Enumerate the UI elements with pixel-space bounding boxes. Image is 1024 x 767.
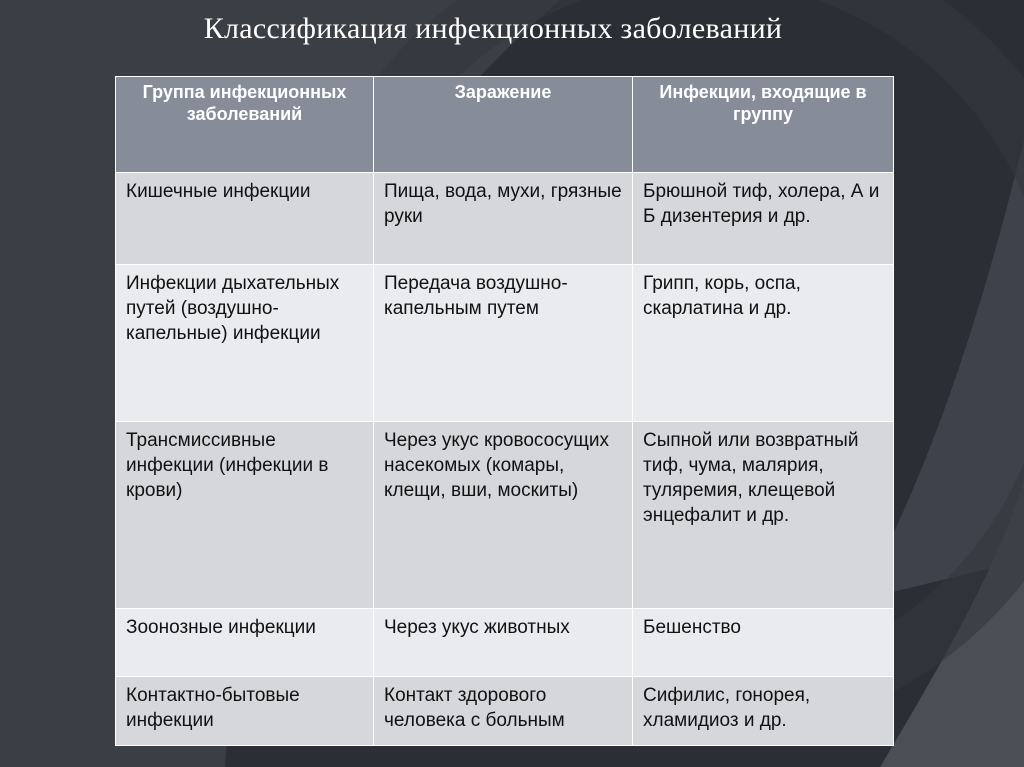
table-cell-transmission: Контакт здорового человека с больным — [374, 677, 633, 746]
column-header-infections: Инфекции, входящие в группу — [633, 77, 894, 173]
table-row — [116, 422, 894, 609]
table-cell-transmission: Через укус животных — [374, 609, 633, 677]
table-cell-group: Трансмиссивные инфекции (инфекции в крови) — [116, 422, 374, 609]
table-cell-infections: Брюшной тиф, холера, А и Б дизентерия и др. — [633, 173, 894, 265]
table-cell-transmission: Пища, вода, мухи, грязные руки — [374, 173, 633, 265]
table-cell-group: Инфекции дыхательных путей (воздушно-капельные) инфекции — [116, 265, 374, 422]
table-row — [116, 609, 894, 677]
table-row — [116, 677, 894, 746]
table-cell-infections: Грипп, корь, оспа, скарлатина и др. — [633, 265, 894, 422]
table-header-row — [116, 77, 894, 173]
column-header-group: Группа инфекционных заболеваний — [116, 77, 374, 173]
table-row — [116, 173, 894, 265]
table-cell-infections: Бешенство — [633, 609, 894, 677]
classification-table — [115, 76, 894, 746]
table-cell-infections: Сыпной или возвратный тиф, чума, малярия, туляремия, клещевой энцефалит и др. — [633, 422, 894, 609]
table-cell-group: Зоонозные инфекции — [116, 609, 374, 677]
table-row — [116, 265, 894, 422]
table-cell-transmission: Через укус кровососущих насекомых (комары, клещи, вши, москиты) — [374, 422, 633, 609]
table-cell-transmission: Передача воздушно-капельным путем — [374, 265, 633, 422]
table-cell-group: Кишечные инфекции — [116, 173, 374, 265]
column-header-transmission: Заражение — [374, 77, 633, 173]
table-cell-group: Контактно-бытовые инфекции — [116, 677, 374, 746]
slide-title: Классификация инфекционных заболеваний — [203, 12, 783, 45]
table-cell-infections: Сифилис, гонорея, хламидиоз и др. — [633, 677, 894, 746]
